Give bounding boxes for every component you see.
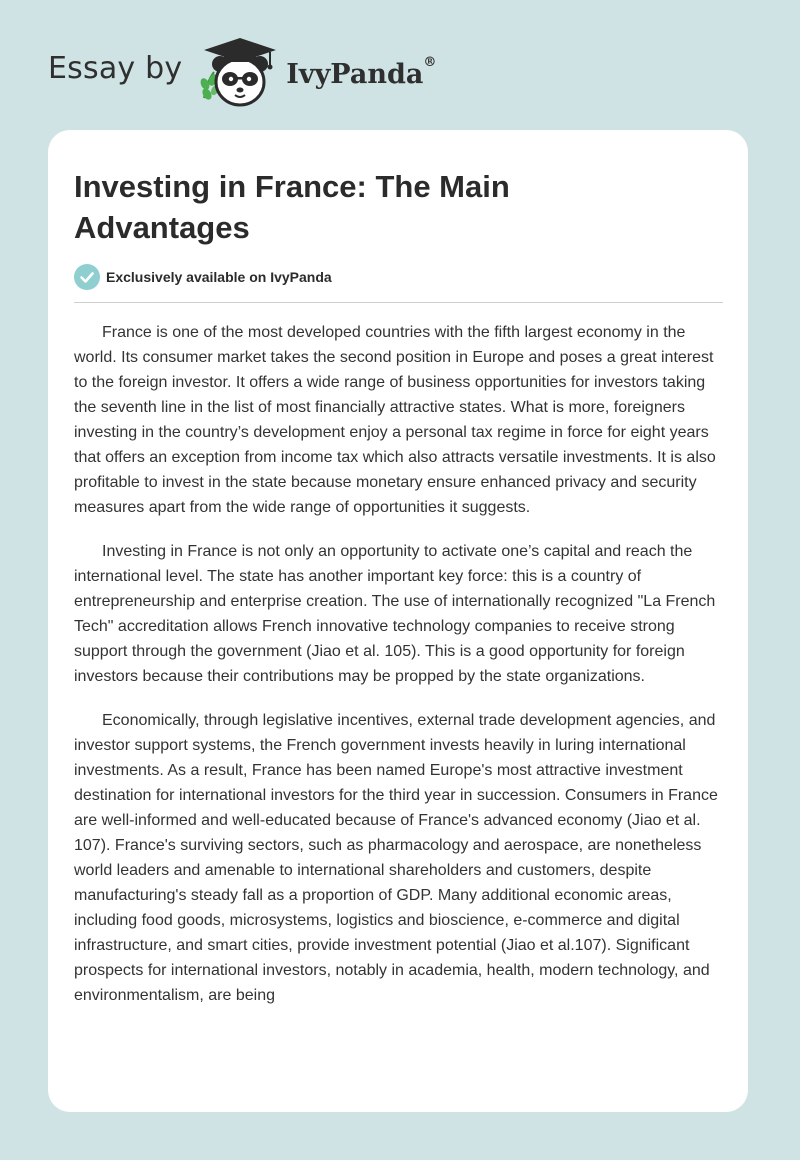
check-circle-icon — [74, 264, 100, 290]
essay-title: Investing in France: The Main Advantages — [74, 169, 510, 245]
paragraph-3: Economically, through legislative incentives, external trade development agencies, and investor support systems, the French government invests heavily in luring international investments. As a result, France has been named Europe's most attractive investment destination for international investors for the third year in succession. Consumers in France are well-informed and well-educated because of France's advanced economy (Jiao et al. 107). France's surviving sectors, such as pharmacology and aerospace, are nonetheless world leaders and amenable to international shareholders and customers, despite manufacturing's steady fall as a proportion of GDP. Many additional economic areas, including food goods, microsystems, logistics and bioscience, e-commerce and digital infrastructure, and smart cities, provide investment potential (Jiao et al.107). Significant prospects for international investors, notably in academia, health, modern technology, and environmentalism, are being — [74, 712, 718, 1004]
paragraph-2: Investing in France is not only an opportunity to activate one’s capital and reach the international level. The state has another important key force: this is a country of entrepreneurship and enterprise creation. The use of internationally recognized "La French Tech" accreditation allows French innovative technology companies to receive strong support through the government (Jiao et al. 105). This is a good opportunity for foreign investors because their contributions may be propped by the state organizations. — [74, 543, 716, 685]
essay-body — [74, 320, 726, 1027]
brand-text: IvyPanda — [286, 58, 424, 90]
site-header — [48, 34, 436, 110]
registered-mark: ® — [423, 54, 437, 70]
essay-card — [48, 130, 748, 1112]
panda-graduate-icon[interactable] — [194, 34, 282, 110]
brand-name[interactable] — [286, 54, 437, 90]
title-divider — [74, 302, 723, 303]
paragraph-1: France is one of the most developed countries with the fifth largest economy in the world. Its consumer market takes the second position in Europe and poses a great interest to the foreign investor. It offers a wide range of business opportunities for investors taking the seventh line in the list of most financially attractive states. What is more, foreigners investing in the country’s development enjoy a personal tax regime in force for eight years that offers an exception from income tax which also attracts versatile investments. It is also profitable to invest in the state because monetary ensure enhanced privacy and security measures apart from the wide range of opportunities it suggests. — [74, 324, 716, 516]
exclusive-badge-text: Exclusively available on IvyPanda — [106, 269, 332, 285]
essay-by-label: Essay by — [48, 50, 183, 86]
exclusive-badge — [74, 264, 332, 290]
